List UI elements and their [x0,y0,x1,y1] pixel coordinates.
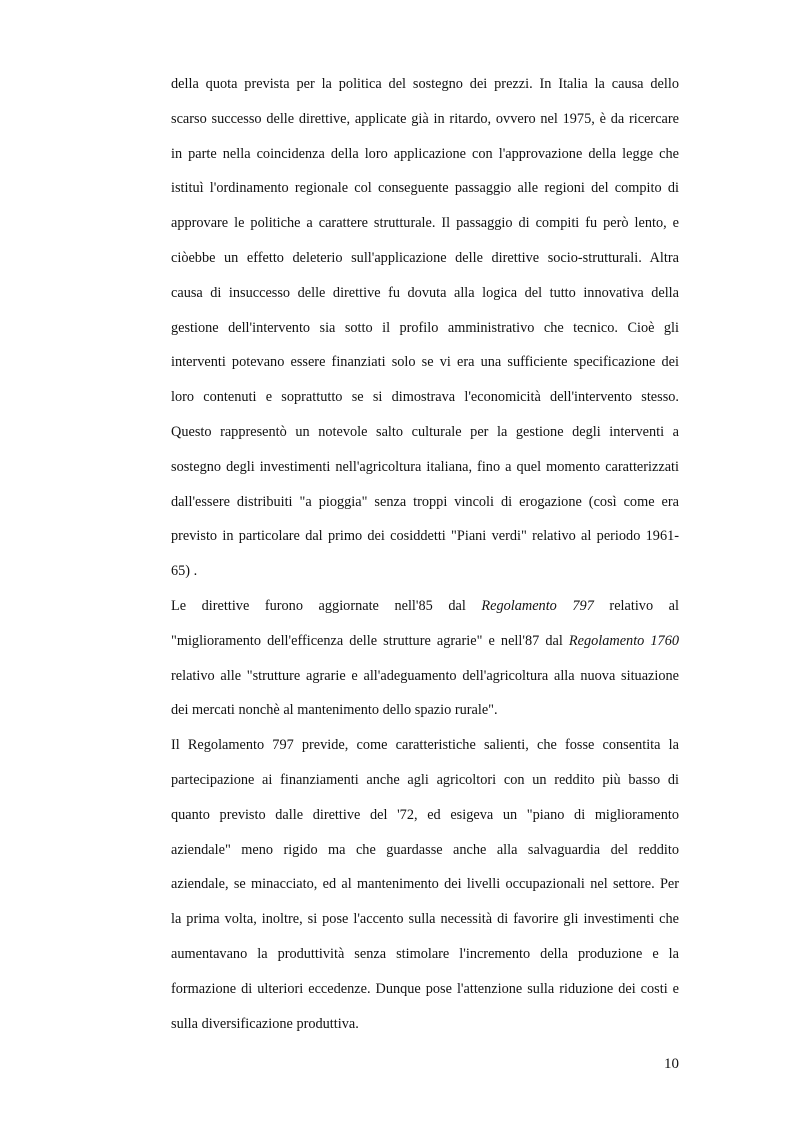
text-line: previsto in particolare dal primo dei cosiddetti "Piani verdi" relativo al periodo 1961- [171,528,679,545]
text-line [171,592,679,627]
text-line: dall'essere distribuiti "a pioggia" senza troppi vincoli di erogazione (così come era [171,493,679,510]
text-line: interventi potevano essere finanziati solo se vi era una sufficiente specificazione dei [171,354,679,371]
text-line: approvare le politiche a carattere strutturale. Il passaggio di compiti fu però lento, e [171,215,679,232]
text-line: relativo alle "strutture agrarie e all'adeguamento dell'agricoltura alla nuova situazione [171,667,679,684]
text-line: scarso successo delle direttive, applicate già in ritardo, ovvero nel 1975, è da ricercare [171,110,679,127]
paragraph-1 [171,70,679,592]
text-line: gestione dell'intervento sia sotto il profilo amministrativo che tecnico. Cioè gli [171,319,679,336]
text-line: aziendale" meno rigido ma che guardasse anche alla salvaguardia del reddito [171,841,679,858]
text-line: Il Regolamento 797 previde, come caratteristiche salienti, che fosse consentita la [171,737,679,754]
paragraph-2 [171,592,679,731]
text-segment: "miglioramento dell'efficenza delle strutture agrarie" e nell'87 dal [171,632,569,649]
text-line: partecipazione ai finanziamenti anche agli agricoltori con un reddito più basso di [171,771,679,788]
text-line: Questo rappresentò un notevole salto culturale per la gestione degli interventi a [171,423,679,440]
text-line: 65) . [171,563,198,580]
text-line: dei mercati nonchè al mantenimento dello spazio rurale". [171,702,498,719]
text-line: causa di insuccesso delle direttive fu dovuta alla logica del tutto innovativa della [171,284,679,301]
paragraph-3 [171,731,679,1044]
text-line: quanto previsto dalle direttive del '72, ed esigeva un "piano di miglioramento [171,806,679,823]
text-line: aziendale, se minacciato, ed al mantenimento dei livelli occupazionali nel settore. Per [171,876,679,893]
document-page [171,70,679,1044]
regulation-reference: Regolamento 1760 [568,632,679,649]
text-line: sulla diversificazione produttiva. [171,1015,359,1032]
regulation-reference: Regolamento 797 [481,597,594,614]
text-line: sostegno degli investimenti nell'agricoltura italiana, fino a quel momento caratterizzati [171,458,679,475]
text-line: la prima volta, inoltre, si pose l'accento sulla necessità di favorire gli investimenti che [171,911,679,928]
page-number: 10 [664,1056,679,1072]
text-segment: relativo al [593,597,679,614]
text-line: della quota prevista per la politica del sostegno dei prezzi. In Italia la causa dello [171,76,679,92]
text-line: ciòebbe un effetto deleterio sull'applicazione delle direttive socio-strutturali. Altra [171,249,679,266]
text-line: loro contenuti e soprattutto se si dimostrava l'economicità dell'intervento stesso. [171,389,679,406]
text-segment: Le direttive furono aggiornate nell'85 dal [171,597,482,614]
text-line [171,627,679,662]
text-line: istituì l'ordinamento regionale col conseguente passaggio alle regioni del compito di [171,180,679,197]
text-line: in parte nella coincidenza della loro applicazione con l'approvazione della legge che [171,145,679,162]
text-line: formazione di ulteriori eccedenze. Dunque pose l'attenzione sulla riduzione dei costi e [171,980,679,997]
text-line: aumentavano la produttività senza stimolare l'incremento della produzione e la [171,945,679,962]
